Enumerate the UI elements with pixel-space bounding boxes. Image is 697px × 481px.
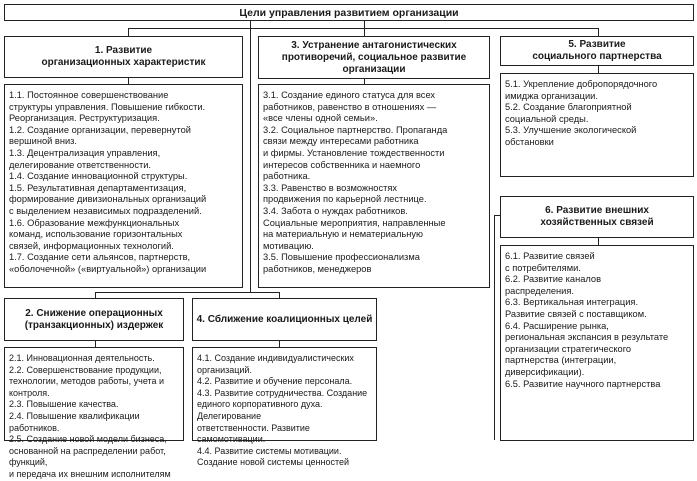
goal-2-header: 2. Снижение операционных (транзакционных) издержек [4,298,184,341]
goal-3-content: 3.1. Создание единого статуса для всех работников, равенство в отношениях — «все члены одной семьи». 3.2. Социальное партнерство. Пропаганда связи между интересами работника и фирмы. Установление тождественности интересов собственника и наемного работника. 3.3. Равенство в возможностях продвижения по карьерной лестнице. 3.4. Забота о нуждах работников. Социальные мероприятия, направленные на материальную и нематериальную мотивацию. 3.5. Повышение профессионализма работников, менеджеров [258,84,490,288]
goal-4-content: 4.1. Создание индивидуалистических организаций. 4.2. Развитие и обучение персонала. 4.3. Развитие сотрудничества. Создание единого корпоративного духа. Делегирование ответственности. Развитие самомотивации. 4.4. Развитие системы мотивации. Создание новой системы ценностей [192,347,377,441]
goal-3-header: 3. Устранение антагонистических противоречий, социальное развитие организации [258,36,490,79]
diagram-title: Цели управления развитием организации [4,4,694,21]
goal-5-header: 5. Развитие социального партнерства [500,36,694,66]
goal-5-content: 5.1. Укрепление добропорядочного имиджа организации. 5.2. Создание благоприятной социальной среды. 5.3. Улучшение экологической обстановки [500,73,694,177]
goal-1-header: 1. Развитие организационных характеристик [4,36,243,78]
goal-6-content: 6.1. Развитие связей с потребителями. 6.2. Развитие каналов распределения. 6.3. Вертикальная интеграция. Развитие связей с поставщиком. 6.4. Расширение рынка, региональная экспансия в результате организации стратегического партнерства (интеграции, диверсификации). 6.5. Развитие научного партнерства [500,245,694,441]
goal-6-header: 6. Развитие внешних хозяйственных связей [500,196,694,238]
goal-1-content: 1.1. Постоянное совершенствование структуры управления. Повышение гибкости. Реорганизация. Реструктуризация. 1.2. Создание организации, перевернутой вершиной вниз. 1.3. Децентрализация управления, делегирование ответственности. 1.4. Создание инновационной структуры. 1.5. Результативная департаментизация, формирование дивизиональных организаций с выделением независимых подразделений. 1.6. Образование межфункциональных команд, использование горизонтальных связей, информационных технологий. 1.7. Создание сети альянсов, партнерств, «оболочечной» («виртуальной») организации [4,84,243,288]
goal-2-content: 2.1. Инновационная деятельность. 2.2. Совершенствование продукции, технологии, методов работы, учета и контроля. 2.3. Повышение качества. 2.4. Повышение квалификации работников. 2.5. Создание новой модели бизнеса, основанной на распределении работ, функций, и передача их внешним исполнителям [4,347,184,441]
goal-4-header: 4. Сближение коалиционных целей [192,298,377,341]
